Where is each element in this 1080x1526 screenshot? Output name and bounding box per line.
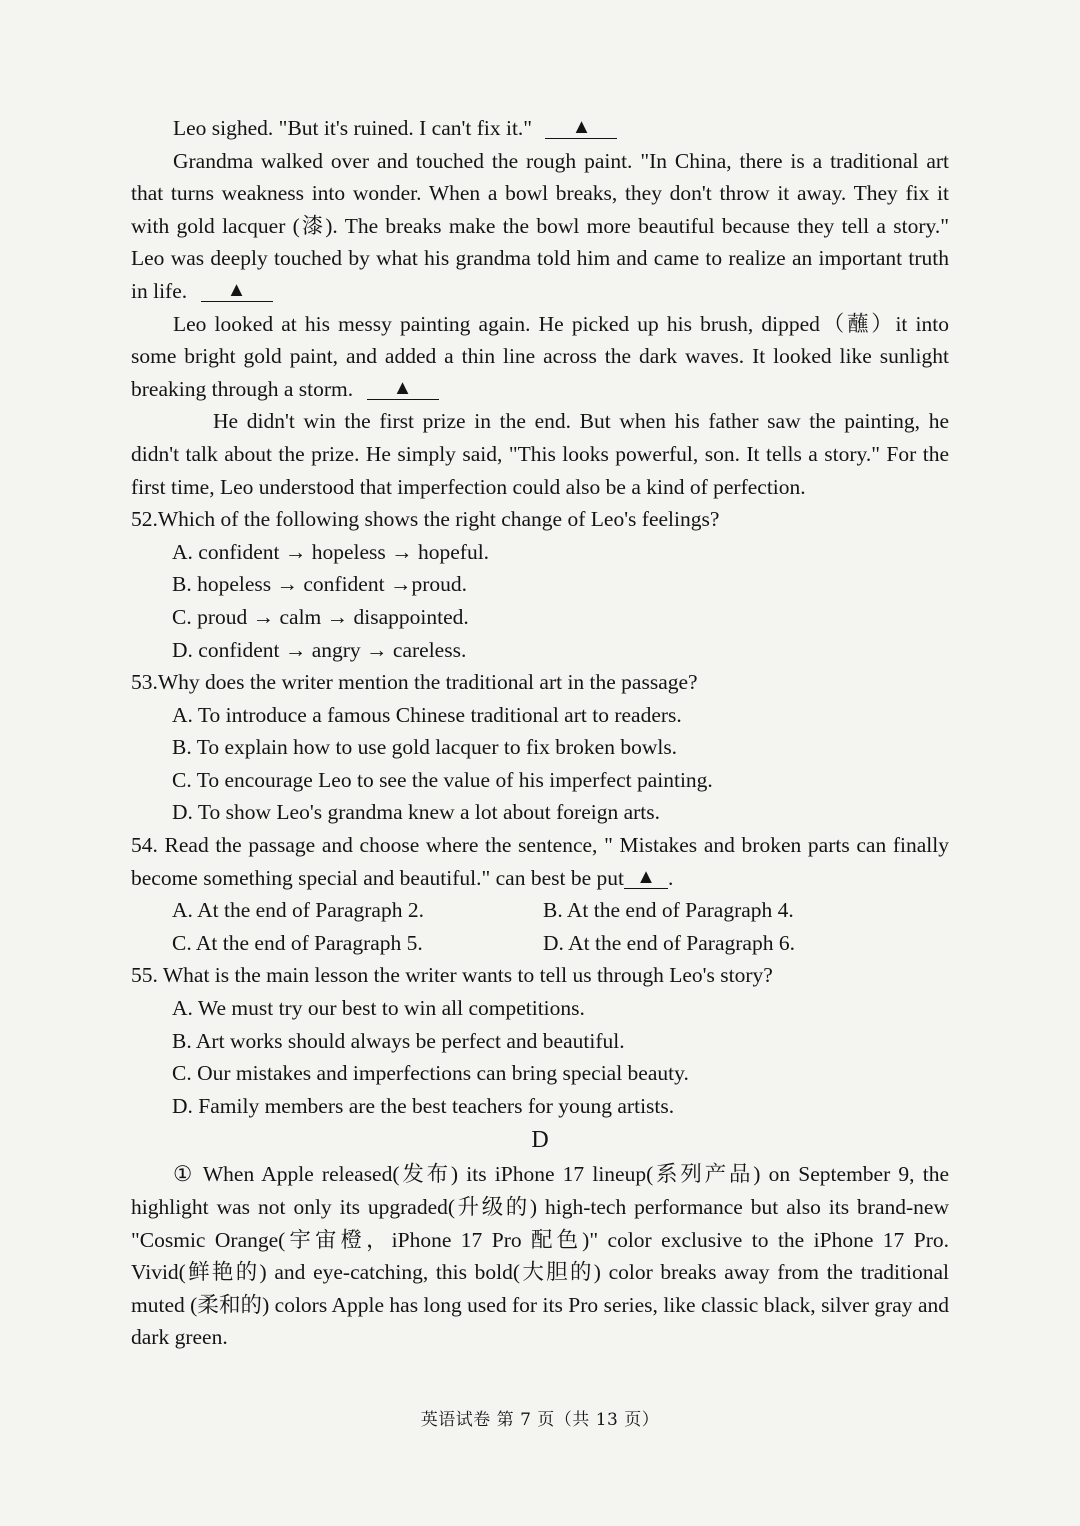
answer-option[interactable]: C. At the end of Paragraph 5. <box>172 930 423 955</box>
question-stem <box>131 829 949 894</box>
question-stem: 53.Why does the writer mention the traditional art in the passage? <box>131 670 698 695</box>
options-row <box>131 927 949 960</box>
answer-blank[interactable] <box>545 118 617 139</box>
answer-option[interactable]: D. At the end of Paragraph 6. <box>543 930 795 955</box>
answer-option[interactable]: C. proud → calm → disappointed. <box>172 604 469 629</box>
answer-option[interactable]: B. At the end of Paragraph 4. <box>543 898 794 923</box>
question-stem-end: . <box>667 865 674 890</box>
passage-paragraph <box>131 308 949 406</box>
answer-option[interactable]: A. At the end of Paragraph 2. <box>172 898 424 923</box>
answer-blank[interactable] <box>367 376 439 400</box>
question-stem: 55. What is the main lesson the writer wants to tell us through Leo's story? <box>131 963 773 988</box>
passage-paragraph <box>131 145 949 308</box>
answer-option[interactable]: D. To show Leo's grandma knew a lot about foreign arts. <box>172 800 661 825</box>
triangle-icon: ▲ <box>392 376 413 399</box>
paragraph-text: He didn't win the first prize in the end. But when his father saw the painting, he didn't talk about the prize. He simply said, "This looks powerful, son. It tells a story." For the first time, Leo understood that imperfection could also be a kind of perfection. <box>131 409 949 499</box>
answer-option[interactable]: A. To introduce a famous Chinese traditional art to readers. <box>172 702 682 727</box>
paragraph-text: Leo looked at his messy painting again. He picked up his brush, dipped（蘸）it into some bright gold paint, and added a thin line across the dark waves. It looked like sunlight breaking through a storm. <box>131 311 949 401</box>
exam-page <box>131 112 949 1354</box>
passage-paragraph <box>131 405 949 503</box>
section-heading: D <box>531 1127 549 1154</box>
triangle-icon: ▲ <box>226 278 247 301</box>
triangle-icon: ▲ <box>636 865 656 888</box>
question-stem-text: 54. Read the passage and choose where the sentence, " Mistakes and broken parts can finally become something special and beautiful." can best be put <box>131 833 949 890</box>
options-row <box>131 894 949 927</box>
answer-option[interactable]: B. To explain how to use gold lacquer to fix broken bowls. <box>172 735 678 760</box>
passage-paragraph: ① When Apple released(发布) its iPhone 17 lineup(系列产品) on September 9, the highlight was not only its upgraded(升级的) high-tech performance but also its brand-new "Cosmic Orange(宇宙橙，iPhone 17 Pro 配色)" color exclusive to the iPhone 17 Pro. Vivid(鲜艳的) and eye-catching, this bold(大胆的) color breaks away from the traditional muted (柔和的) colors Apple has long used for its Pro series, like classic black, silver gray and dark green. <box>131 1162 949 1350</box>
question-stem: 52.Which of the following shows the right change of Leo's feelings? <box>131 507 720 532</box>
answer-option[interactable]: A. confident → hopeless → hopeful. <box>172 539 490 564</box>
paragraph-text: Grandma walked over and touched the rough paint. "In China, there is a traditional art that turns weakness into wonder. When a bowl breaks, they don't throw it away. They fix it with gold lacquer (漆). The breaks make the bowl more beautiful because they tell a story." Leo was deeply touched by what his grandma told him and came to realize an important truth in life. <box>131 148 949 303</box>
answer-blank[interactable] <box>624 865 668 889</box>
answer-option[interactable]: A. We must try our best to win all competitions. <box>172 996 585 1021</box>
answer-option[interactable]: D. confident → angry → careless. <box>172 637 467 662</box>
answer-option[interactable]: B. hopeless → confident →proud. <box>172 572 467 597</box>
answer-option[interactable]: B. Art works should always be perfect and beautiful. <box>172 1028 625 1053</box>
answer-blank[interactable] <box>201 278 273 302</box>
passage-paragraph <box>131 112 949 145</box>
paragraph-text: Leo sighed. "But it's ruined. I can't fix it." <box>173 116 533 140</box>
page-footer: 英语试卷 第 7 页（共 13 页） <box>420 1410 660 1430</box>
answer-option[interactable]: C. To encourage Leo to see the value of his imperfect painting. <box>172 767 713 792</box>
answer-option[interactable]: D. Family members are the best teachers for young artists. <box>172 1093 675 1118</box>
answer-option[interactable]: C. Our mistakes and imperfections can bring special beauty. <box>172 1061 689 1086</box>
triangle-icon: ▲ <box>571 116 592 138</box>
